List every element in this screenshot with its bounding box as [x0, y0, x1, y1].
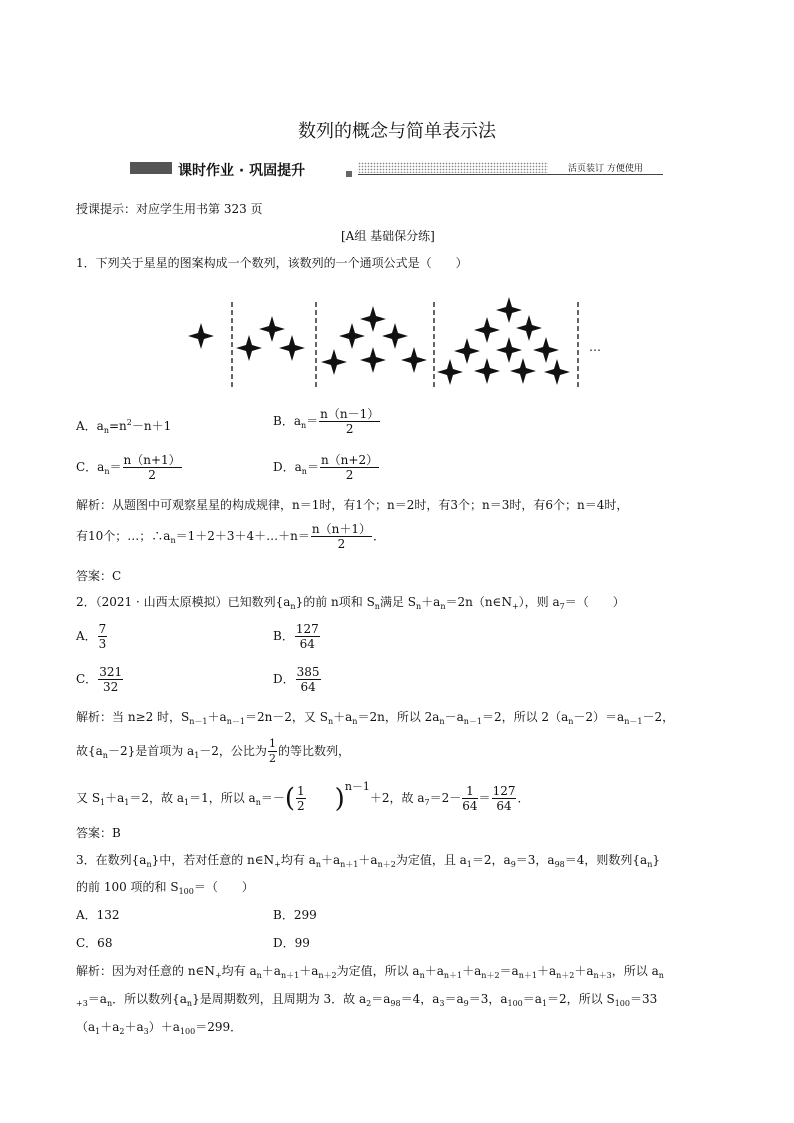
page-title: 数列的概念与简单表示法	[298, 121, 496, 142]
band-dots	[358, 162, 548, 173]
band-block	[130, 162, 172, 174]
band-square	[346, 171, 352, 177]
q3-option-b: B．299	[273, 908, 317, 922]
q3-option-c: C．68	[76, 936, 113, 950]
q2-solution-line3: 又 $S_1+a_1=2$，故 $a_1=1$，所以 $a_n=-$( $\frac{1}{2}$ )$^{n-1}$＋2，故 $a_7=2-$ $\frac{1}{64}$ ＝ $\frac{127}{64}$ ．	[76, 780, 530, 814]
pattern-ellipsis: …	[589, 340, 601, 354]
teaching-hint: 授课提示：对应学生用书第 323 页	[76, 202, 263, 216]
q1-solution-line1: 解析：从题图中可观察星星的构成规律，n＝1时，有1个；n＝2时，有3个；n＝3时，有6个；n＝4时，	[76, 498, 629, 512]
right-paren: )	[334, 783, 345, 814]
dashed-separators	[232, 302, 578, 389]
q1-stem: 1．下列关于星星的图案构成一个数列，该数列的一个通项公式是（ ）	[76, 256, 468, 270]
q3-solution-line1: 解析：因为对任意的 $n\in N_+$均有 $a_n+a_{n+1}+a_{n+2}$为定值，所以 $a_n+a_{n+1}+a_{n+2}=a_{n+1}+a_{n+2}+a_{n+3}$，所以 $a_n$	[76, 964, 664, 980]
band-label: 课时作业 · 巩固提升	[178, 163, 306, 179]
left-paren: (	[284, 783, 296, 814]
q3-solution-line3: $(a_1+a_2+a_3)+a_{100}=299$．	[76, 1020, 243, 1036]
group-heading: [A组 基础保分练]	[341, 229, 435, 243]
q2-solution-line1: 解析：当 n≥2 时，$S_{n-1}+a_{n-1}=2n-2$，又 $S_n+a_n=2n$，所以 $2a_n-a_{n-1}=2$，所以 $2(a_n-2)=a_{n-1}-2$，	[76, 710, 675, 726]
q2-option-b: B． $\frac{127}{64}$	[273, 622, 319, 651]
q1-option-b: B．$a_n=$ $\frac{n(n-1)}{2}$	[273, 407, 380, 436]
band-note: 活页装订 方便使用	[568, 164, 643, 174]
q2-answer: 答案：B	[76, 826, 121, 840]
q2-stem: 2．（2021 · 山西太原模拟）已知数列$\{a_n\}$的前 n项和 $S_n$满足 $S_n+a_n=2n(n\in N_+)$，则 $a_7=$（ ）	[76, 595, 625, 611]
star-pattern-figure	[180, 292, 620, 392]
q3-option-d: D．99	[273, 936, 310, 950]
q2-option-a: A． $\frac{7}{3}$	[76, 622, 107, 651]
q1-option-d: D．$a_n=$ $\frac{n(n+2)}{2}$	[273, 453, 379, 482]
section-band	[130, 160, 665, 178]
q3-stem-line1: 3．在数列$\{a_n\}$中，若对任意的 $n\in N_+$均有 $a_n+a_{n+1}+a_{n+2}$为定值，且 $a_1=2$，$a_9=3$，$a_{98}=4$，则数列$\{a_n\}$	[76, 853, 660, 869]
q1-option-a: A．$a_n=n^2-n+1$	[76, 418, 172, 435]
q2-option-c: C． $\frac{321}{32}$	[76, 665, 123, 694]
q3-option-a: A．132	[76, 908, 120, 922]
q1-solution-line2: 有10个；…；$\therefore a_n=1+2+3+4+\dots+n=$ $\frac{n(n+1)}{2}$ ．	[76, 522, 385, 551]
band-line	[358, 174, 663, 175]
q1-option-c: C．$a_n=$ $\frac{n(n+1)}{2}$	[76, 453, 181, 482]
q2-solution-line2: 故$\{a_n-2\}$是首项为 $a_1-2$，公比为 $\frac{1}{2}$ 的等比数列，	[76, 737, 350, 765]
q3-stem-line2: 的前 100 项的和 $S_{100}=$（ ）	[76, 880, 254, 896]
q3-solution-line2: $_{+3}=a_n$．所以数列$\{a_n\}$是周期数列，且周期为 3．故 $a_2=a_{98}=4$，$a_3=a_9=3$，$a_{100}=a_1=2$，所以 $S_{100}=33$	[76, 992, 658, 1008]
q2-option-d: D． $\frac{385}{64}$	[273, 665, 320, 694]
q1-answer: 答案：C	[76, 569, 122, 583]
